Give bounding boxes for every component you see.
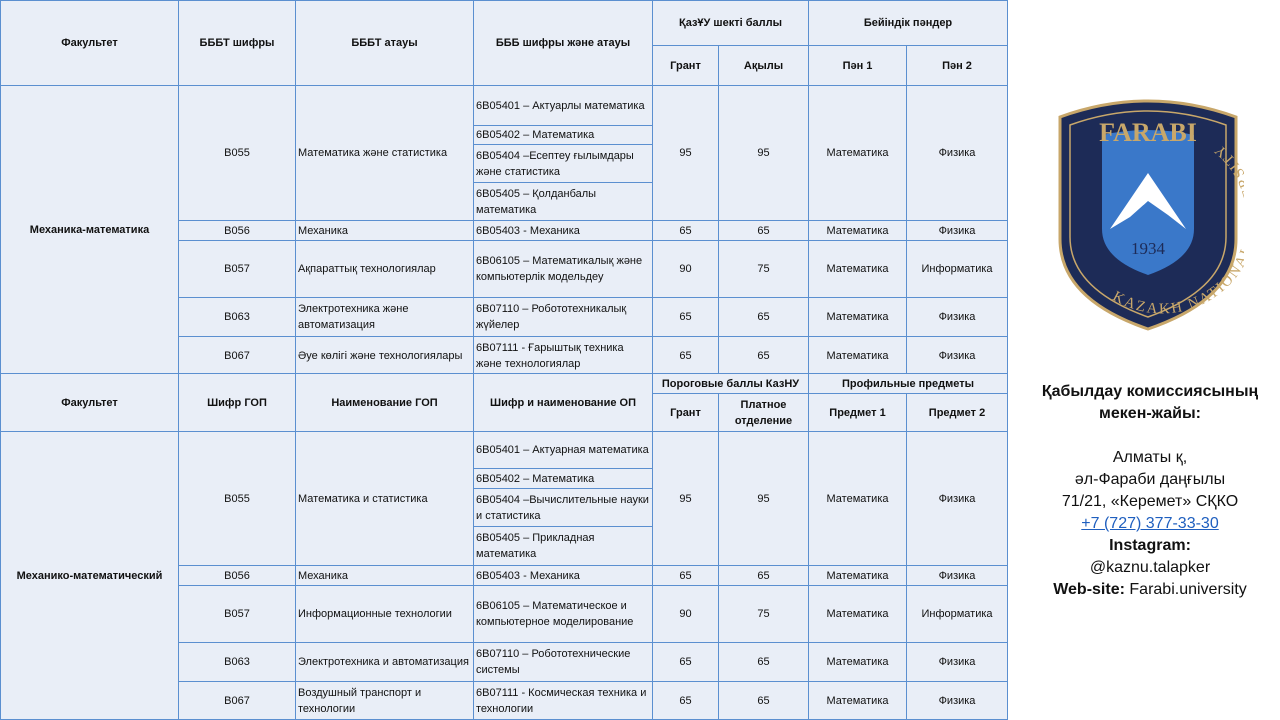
header-name: Наименование ГОП (296, 374, 474, 432)
website-value: Farabi.university (1129, 581, 1247, 598)
grant-score: 65 (653, 682, 719, 720)
faculty-name: Механико-математический (1, 432, 179, 720)
header-subj1: Пән 1 (809, 46, 907, 86)
subject-2: Физика (907, 643, 1008, 682)
subject-1: Математика (809, 586, 907, 643)
header-subj2: Предмет 2 (907, 394, 1008, 432)
grant-score: 65 (653, 221, 719, 241)
paid-score: 65 (719, 298, 809, 337)
op-cell: 6B06105 – Математическое и компьютерное моделирование (474, 586, 653, 643)
program-name: Ақпараттық технологиялар (296, 241, 474, 298)
contact-title: Қабылдау комиссиясының мекен-жайы: (1041, 383, 1259, 422)
contact-phone-link[interactable]: +7 (727) 377-33-30 (1081, 515, 1219, 532)
website-label: Web-site: (1053, 581, 1125, 598)
table-row (1, 432, 1008, 469)
instagram-handle: @kaznu.talapker (1089, 559, 1211, 576)
program-code: B063 (179, 643, 296, 682)
logo-arc-text: KAZAKH NATION ITY (1109, 140, 1244, 318)
program-name: Воздушный транспорт и технологии (296, 682, 474, 720)
paid-score: 95 (719, 432, 809, 566)
subject-1: Математика (809, 337, 907, 375)
subject-1: Математика (809, 566, 907, 586)
subject-1: Математика (809, 432, 907, 566)
paid-score: 75 (719, 586, 809, 643)
paid-score: 75 (719, 241, 809, 298)
header-paid: Платное отделение (719, 394, 809, 432)
op-cell: 6B05404 –Есептеу ғылымдары және статистика (474, 145, 653, 183)
subject-2: Физика (907, 298, 1008, 337)
paid-score: 65 (719, 221, 809, 241)
op-cell: 6B05405 – Прикладная математика (474, 527, 653, 566)
instagram-label: Instagram: (1109, 537, 1191, 554)
op-cell: 6B07111 - Ғарыштық техника және технологиялар (474, 337, 653, 375)
grant-score: 95 (653, 432, 719, 566)
grant-score: 65 (653, 337, 719, 375)
subject-2: Информатика (907, 586, 1008, 643)
program-code: B055 (179, 432, 296, 566)
paid-score: 65 (719, 643, 809, 682)
program-code: B067 (179, 337, 296, 375)
contact-block (1036, 381, 1264, 601)
faculty-name: Механика-математика (1, 86, 179, 375)
header-scores: Пороговые баллы КазНУ (653, 374, 809, 394)
paid-score: 95 (719, 86, 809, 221)
header-code: Шифр ГОП (179, 374, 296, 432)
op-cell: 6B05404 –Вычислительные науки и статистика (474, 489, 653, 527)
op-cell: 6B07110 – Робототехнические системы (474, 643, 653, 682)
table-row (1, 86, 1008, 126)
subject-2: Информатика (907, 241, 1008, 298)
program-code: B056 (179, 566, 296, 586)
header-subjects: Бейіндік пәндер (809, 1, 1008, 46)
subject-1: Математика (809, 643, 907, 682)
subject-1: Математика (809, 221, 907, 241)
op-cell: 6B05403 - Механика (474, 221, 653, 241)
subject-2: Физика (907, 221, 1008, 241)
grant-score: 95 (653, 86, 719, 221)
subject-1: Математика (809, 298, 907, 337)
university-emblem-icon (1052, 99, 1244, 331)
op-cell: 6B07111 - Космическая техника и технологии (474, 682, 653, 720)
subject-2: Физика (907, 86, 1008, 221)
op-cell: 6B05401 – Актуарная математика (474, 432, 653, 469)
program-name: Механика (296, 566, 474, 586)
header-op: Шифр и наименование ОП (474, 374, 653, 432)
subject-2: Физика (907, 566, 1008, 586)
header-paid: Ақылы (719, 46, 809, 86)
contact-city: Алматы қ, (1112, 449, 1188, 466)
program-name: Информационные технологии (296, 586, 474, 643)
program-code: B057 (179, 586, 296, 643)
grant-score: 90 (653, 241, 719, 298)
contact-street: әл-Фараби даңғылы (1074, 471, 1226, 488)
subject-2: Физика (907, 337, 1008, 375)
header-subjects: Профильные предметы (809, 374, 1008, 394)
op-cell: 6B05402 – Математика (474, 469, 653, 489)
program-name: Механика (296, 221, 474, 241)
program-name: Әуе көлігі және технологиялары (296, 337, 474, 375)
admission-table-ru (0, 373, 1008, 720)
op-cell: 6B05401 – Актуарлы математика (474, 86, 653, 126)
subject-2: Физика (907, 682, 1008, 720)
header-subj1: Предмет 1 (809, 394, 907, 432)
program-name: Электротехника и автоматизация (296, 643, 474, 682)
logo-brand-text: FARABI (1099, 118, 1197, 147)
header-subj2: Пән 2 (907, 46, 1008, 86)
program-name: Математика және статистика (296, 86, 474, 221)
header-name: БББТ атауы (296, 1, 474, 86)
program-code: B056 (179, 221, 296, 241)
logo-year-text: 1934 (1131, 239, 1165, 258)
op-cell: 6B07110 – Робототехникалық жүйелер (474, 298, 653, 337)
admission-table-kz (0, 0, 1008, 375)
subject-1: Математика (809, 682, 907, 720)
header-faculty: Факультет (1, 374, 179, 432)
subject-2: Физика (907, 432, 1008, 566)
op-cell: 6B05405 – Қолданбалы математика (474, 183, 653, 221)
op-cell: 6B05402 – Математика (474, 126, 653, 145)
header-grant: Грант (653, 394, 719, 432)
header-grant: Грант (653, 46, 719, 86)
program-name: Электротехника және автоматизация (296, 298, 474, 337)
op-cell: 6B05403 - Механика (474, 566, 653, 586)
paid-score: 65 (719, 566, 809, 586)
program-code: B067 (179, 682, 296, 720)
header-op: БББ шифры және атауы (474, 1, 653, 86)
header-faculty: Факультет (1, 1, 179, 86)
program-name: Математика и статистика (296, 432, 474, 566)
subject-1: Математика (809, 86, 907, 221)
op-cell: 6B06105 – Математикалық және компьютерлік модельдеу (474, 241, 653, 298)
grant-score: 65 (653, 643, 719, 682)
paid-score: 65 (719, 682, 809, 720)
program-code: B057 (179, 241, 296, 298)
paid-score: 65 (719, 337, 809, 375)
farabi-logo (1052, 99, 1244, 331)
program-code: B055 (179, 86, 296, 221)
grant-score: 90 (653, 586, 719, 643)
contact-building: 71/21, «Керемет» СҚКО (1061, 493, 1239, 510)
header-code: БББТ шифры (179, 1, 296, 86)
grant-score: 65 (653, 566, 719, 586)
header-scores: ҚазҰУ шекті баллы (653, 1, 809, 46)
grant-score: 65 (653, 298, 719, 337)
program-code: B063 (179, 298, 296, 337)
subject-1: Математика (809, 241, 907, 298)
